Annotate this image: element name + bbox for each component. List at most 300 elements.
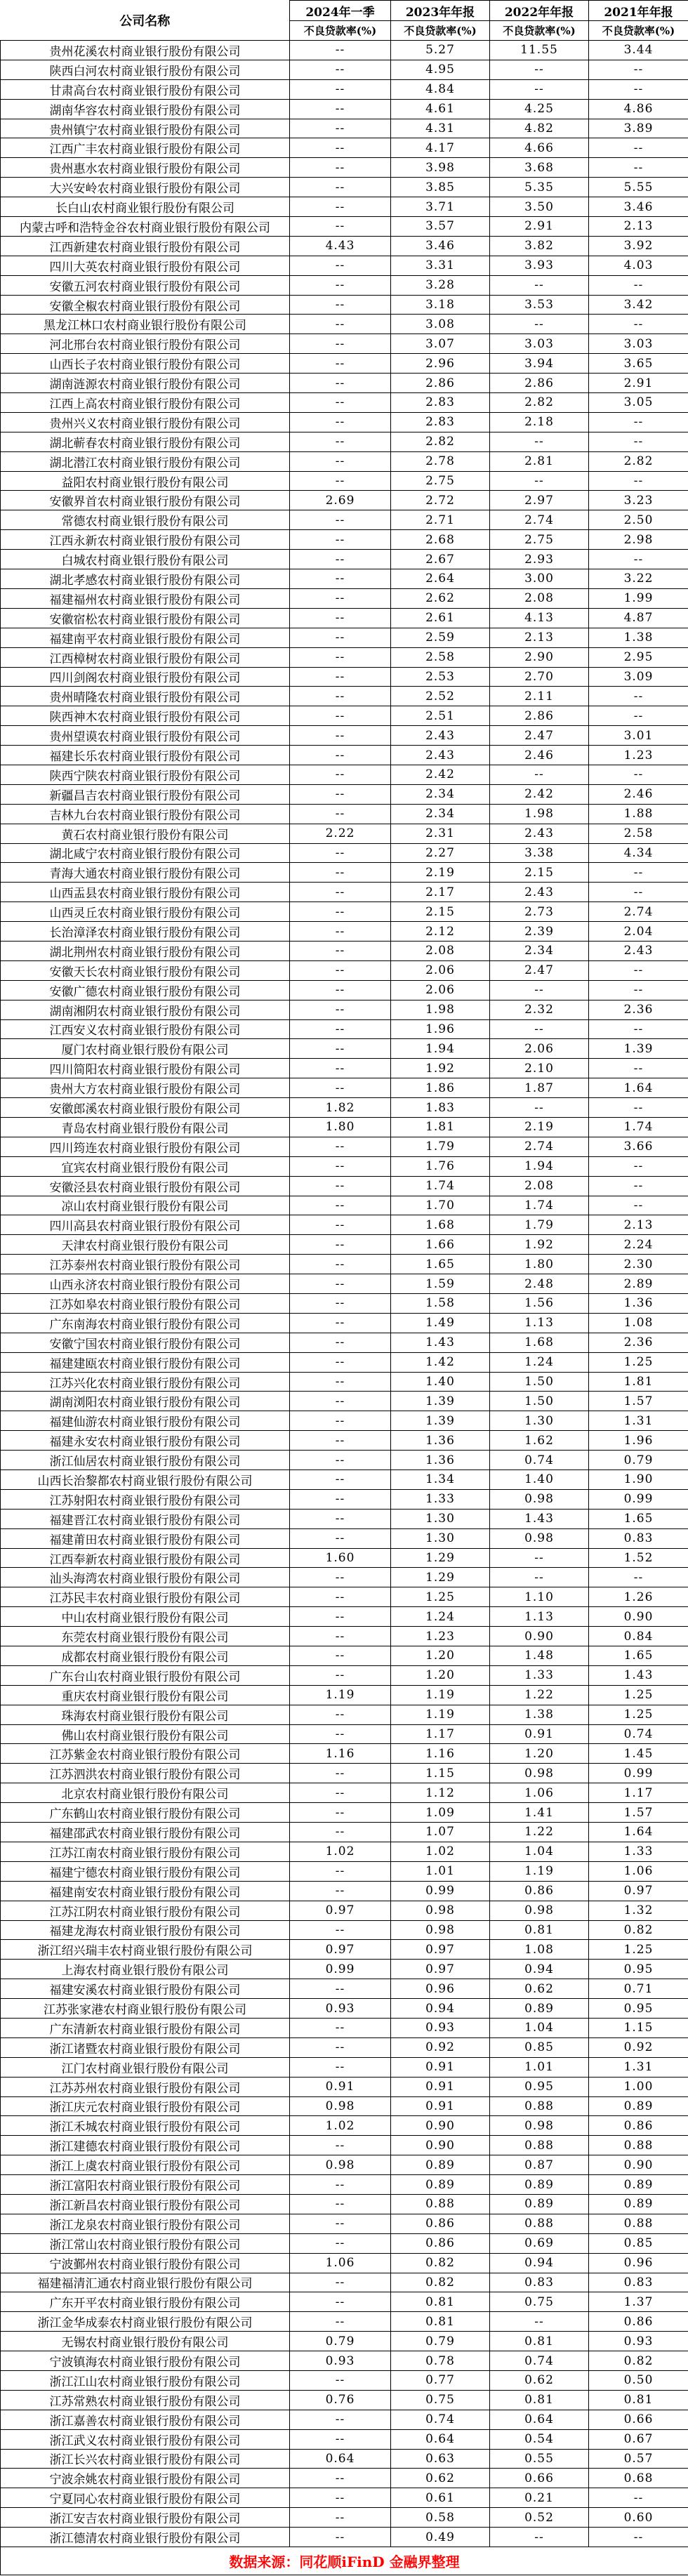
npl-value-cell: -- <box>589 138 688 158</box>
company-name-cell: 浙江庆元农村商业银行股份有限公司 <box>1 2096 290 2116</box>
npl-value-cell: 2.34 <box>490 941 589 960</box>
npl-value-cell: 0.78 <box>391 2351 490 2371</box>
npl-value-cell: -- <box>290 1196 391 1215</box>
npl-value-cell: -- <box>290 374 391 393</box>
npl-value-cell: 4.13 <box>490 608 589 628</box>
table-row <box>1 2175 688 2195</box>
npl-value-cell: 3.68 <box>490 158 589 178</box>
npl-value-cell: 4.31 <box>391 119 490 138</box>
npl-value-cell: 0.60 <box>589 2508 688 2528</box>
company-name-cell: 福建永安农村商业银行股份有限公司 <box>1 1431 290 1451</box>
company-name-cell: 四川高县农村商业银行股份有限公司 <box>1 1215 290 1235</box>
npl-value-cell: -- <box>589 1156 688 1176</box>
company-name-cell: 贵州花溪农村商业银行股份有限公司 <box>1 41 290 60</box>
npl-value-cell: -- <box>290 119 391 138</box>
header-period-row <box>1 1 688 21</box>
npl-value-cell: 0.81 <box>391 2292 490 2312</box>
table-row <box>1 1294 688 1314</box>
npl-value-cell: 0.86 <box>589 2312 688 2332</box>
npl-value-cell: 2.52 <box>391 687 490 706</box>
npl-value-cell: 0.94 <box>490 2253 589 2273</box>
company-name-cell: 安徽全椒农村商业银行股份有限公司 <box>1 295 290 315</box>
table-row <box>1 1156 688 1176</box>
table-row <box>1 706 688 726</box>
company-name-cell: 陕西白河农村商业银行股份有限公司 <box>1 60 290 79</box>
company-name-cell: 湖南华容农村商业银行股份有限公司 <box>1 99 290 119</box>
table-row <box>1 980 688 1000</box>
table-row <box>1 2096 688 2116</box>
company-name-cell: 广东清新农村商业银行股份有限公司 <box>1 2018 290 2037</box>
npl-value-cell: 1.20 <box>490 1744 589 1764</box>
npl-value-cell: 1.15 <box>391 1764 490 1783</box>
npl-value-cell: 0.81 <box>589 2390 688 2410</box>
company-name-cell: 浙江上虞农村商业银行股份有限公司 <box>1 2155 290 2175</box>
company-name-cell: 江苏苏州农村商业银行股份有限公司 <box>1 2077 290 2096</box>
company-name-cell: 重庆农村商业银行股份有限公司 <box>1 1685 290 1705</box>
npl-value-cell: 0.87 <box>490 2155 589 2175</box>
npl-value-cell: -- <box>290 510 391 530</box>
npl-value-cell: 0.85 <box>490 2037 589 2057</box>
npl-value-cell: 1.02 <box>290 2116 391 2136</box>
table-row <box>1 1333 688 1352</box>
npl-value-cell: 1.16 <box>391 1744 490 1764</box>
npl-value-cell: 0.98 <box>391 1901 490 1920</box>
npl-value-cell: 2.97 <box>490 491 589 510</box>
period-header-2024q1: 2024年一季 <box>290 1 391 21</box>
npl-value-cell: 0.67 <box>589 2429 688 2449</box>
npl-value-cell: 1.62 <box>490 1431 589 1451</box>
npl-value-cell: -- <box>490 980 589 1000</box>
company-name-cell: 江苏张家港农村商业银行股份有限公司 <box>1 1999 290 2019</box>
npl-value-cell: 1.25 <box>589 1705 688 1724</box>
npl-value-cell: 3.08 <box>391 315 490 334</box>
npl-value-cell: 0.63 <box>391 2449 490 2469</box>
company-name-cell: 江西奉新农村商业银行股份有限公司 <box>1 1548 290 1568</box>
npl-value-cell: 1.96 <box>589 1431 688 1451</box>
table-row <box>1 393 688 413</box>
table-row <box>1 1528 688 1548</box>
table-row <box>1 569 688 589</box>
npl-value-cell: 0.88 <box>391 2194 490 2214</box>
npl-value-cell: 1.19 <box>290 1685 391 1705</box>
table-row <box>1 2292 688 2312</box>
company-name-cell: 广东鹤山农村商业银行股份有限公司 <box>1 1803 290 1823</box>
company-name-cell: 浙江仙居农村商业银行股份有限公司 <box>1 1451 290 1470</box>
npl-value-cell: 0.95 <box>589 1999 688 2019</box>
npl-value-cell: 1.33 <box>589 1842 688 1861</box>
company-name-cell: 宁夏同心农村商业银行股份有限公司 <box>1 2488 290 2508</box>
table-row <box>1 765 688 784</box>
npl-value-cell: 0.68 <box>589 2469 688 2488</box>
npl-value-cell: 1.20 <box>391 1646 490 1666</box>
company-name-cell: 江苏江南农村商业银行股份有限公司 <box>1 1842 290 1861</box>
npl-value-cell: 0.86 <box>391 2214 490 2233</box>
table-row <box>1 883 688 902</box>
npl-value-cell: 4.82 <box>490 119 589 138</box>
npl-value-cell: -- <box>290 256 391 275</box>
company-name-cell: 福建福清汇通农村商业银行股份有限公司 <box>1 2273 290 2292</box>
npl-value-cell: -- <box>290 1313 391 1333</box>
npl-value-cell: 0.55 <box>490 2449 589 2469</box>
company-name-cell: 浙江建德农村商业银行股份有限公司 <box>1 2136 290 2155</box>
npl-value-cell: 1.50 <box>490 1372 589 1392</box>
npl-value-cell: 0.95 <box>490 2077 589 2096</box>
table-row <box>1 2194 688 2214</box>
table-row <box>1 1215 688 1235</box>
npl-value-cell: 0.89 <box>589 2096 688 2116</box>
npl-value-cell: 2.30 <box>589 1255 688 1274</box>
npl-value-cell: 0.96 <box>391 1979 490 1999</box>
npl-value-cell: 0.74 <box>490 1451 589 1470</box>
npl-value-cell: 2.43 <box>490 883 589 902</box>
npl-value-cell: 1.65 <box>589 1646 688 1666</box>
npl-value-cell: 2.24 <box>589 1235 688 1255</box>
npl-value-cell: 2.19 <box>391 863 490 883</box>
table-row <box>1 1744 688 1764</box>
npl-value-cell: 1.04 <box>490 1842 589 1861</box>
npl-value-cell: 2.98 <box>589 530 688 550</box>
npl-value-cell: 1.60 <box>290 1548 391 1568</box>
company-name-cell: 湖南湘阴农村商业银行股份有限公司 <box>1 1000 290 1019</box>
npl-value-cell: -- <box>290 99 391 119</box>
npl-value-cell: 0.83 <box>589 2273 688 2292</box>
period-header-2021: 2021年年报 <box>589 1 688 21</box>
npl-value-cell: 1.31 <box>589 1411 688 1431</box>
npl-value-cell: 3.38 <box>490 843 589 863</box>
table-row <box>1 1979 688 1999</box>
table-row <box>1 99 688 119</box>
npl-value-cell: 1.96 <box>391 1019 490 1039</box>
npl-value-cell: 2.31 <box>391 824 490 843</box>
npl-value-cell: -- <box>290 1665 391 1685</box>
npl-value-cell: 1.17 <box>589 1783 688 1803</box>
table-row <box>1 256 688 275</box>
npl-value-cell: 0.89 <box>391 2155 490 2175</box>
company-name-cell: 安徽宿松农村商业银行股份有限公司 <box>1 608 290 628</box>
npl-value-cell: 3.89 <box>589 119 688 138</box>
table-row <box>1 1489 688 1509</box>
npl-value-cell: 2.68 <box>391 530 490 550</box>
npl-value-cell: -- <box>290 1528 391 1548</box>
npl-value-cell: 1.00 <box>589 2077 688 2096</box>
npl-value-cell: 0.84 <box>589 1627 688 1646</box>
npl-value-cell: -- <box>589 1098 688 1118</box>
npl-value-cell: 0.90 <box>391 2136 490 2155</box>
npl-value-cell: -- <box>490 1019 589 1039</box>
npl-value-cell: 2.13 <box>589 217 688 237</box>
npl-value-cell: 1.74 <box>490 1196 589 1215</box>
npl-value-cell: 0.98 <box>490 1764 589 1783</box>
npl-value-cell: -- <box>290 412 391 432</box>
npl-value-cell: -- <box>290 1646 391 1666</box>
npl-value-cell: 1.01 <box>391 1861 490 1881</box>
npl-value-cell: 2.15 <box>391 902 490 922</box>
npl-value-cell: 2.62 <box>391 588 490 608</box>
npl-value-cell: 1.79 <box>490 1215 589 1235</box>
table-row <box>1 1627 688 1646</box>
npl-value-cell: 2.47 <box>490 726 589 746</box>
npl-value-cell: -- <box>290 2057 391 2077</box>
company-name-cell: 山西盂县农村商业银行股份有限公司 <box>1 883 290 902</box>
company-name-cell: 湖北潜江农村商业银行股份有限公司 <box>1 451 290 471</box>
npl-value-cell: 1.65 <box>391 1255 490 1274</box>
npl-value-cell: 2.82 <box>391 432 490 451</box>
npl-value-cell: 2.70 <box>490 667 589 687</box>
npl-value-cell: -- <box>290 1078 391 1098</box>
npl-value-cell: 1.07 <box>391 1823 490 1842</box>
company-name-cell: 四川剑阁农村商业银行股份有限公司 <box>1 667 290 687</box>
company-name-cell: 青海大通农村商业银行股份有限公司 <box>1 863 290 883</box>
company-name-cell: 福建邵武农村商业银行股份有限公司 <box>1 1823 290 1842</box>
npl-value-cell: 3.50 <box>490 197 589 217</box>
company-name-cell: 福建仙游农村商业银行股份有限公司 <box>1 1411 290 1431</box>
npl-value-cell: 3.85 <box>391 178 490 197</box>
company-name-cell: 浙江江山农村商业银行股份有限公司 <box>1 2370 290 2390</box>
npl-value-cell: -- <box>290 1823 391 1842</box>
npl-value-cell: 3.44 <box>589 41 688 60</box>
table-row <box>1 647 688 667</box>
npl-value-cell: 2.74 <box>589 902 688 922</box>
npl-value-cell: 2.18 <box>490 412 589 432</box>
npl-value-cell: 1.31 <box>589 2057 688 2077</box>
npl-value-cell: -- <box>290 628 391 647</box>
company-name-cell: 山西永济农村商业银行股份有限公司 <box>1 1274 290 1294</box>
npl-value-cell: 1.26 <box>589 1587 688 1607</box>
table-row <box>1 334 688 354</box>
npl-value-cell: 1.88 <box>589 804 688 824</box>
company-name-cell: 湖北孝感农村商业银行股份有限公司 <box>1 569 290 589</box>
npl-value-cell: -- <box>290 530 391 550</box>
table-row <box>1 451 688 471</box>
table-row <box>1 1842 688 1861</box>
npl-value-cell: -- <box>290 2214 391 2233</box>
npl-value-cell: -- <box>490 2312 589 2332</box>
npl-value-cell: 0.89 <box>589 2194 688 2214</box>
npl-value-cell: 1.24 <box>490 1352 589 1372</box>
table-row <box>1 2528 688 2547</box>
npl-value-cell: 1.36 <box>391 1431 490 1451</box>
npl-value-cell: 0.89 <box>391 2175 490 2195</box>
table-row <box>1 784 688 804</box>
npl-value-cell: -- <box>290 902 391 922</box>
npl-value-cell: 3.01 <box>589 726 688 746</box>
company-name-cell: 浙江安吉农村商业银行股份有限公司 <box>1 2508 290 2528</box>
company-name-cell: 宜宾农村商业银行股份有限公司 <box>1 1156 290 1176</box>
npl-value-cell: -- <box>589 1176 688 1196</box>
npl-value-cell: 0.74 <box>589 1724 688 1744</box>
period-header-2022: 2022年年报 <box>490 1 589 21</box>
company-name-cell: 浙江长兴农村商业银行股份有限公司 <box>1 2449 290 2469</box>
npl-value-cell: 1.87 <box>490 1078 589 1098</box>
company-name-cell: 广东台山农村商业银行股份有限公司 <box>1 1665 290 1685</box>
table-row <box>1 1059 688 1078</box>
table-row <box>1 1039 688 1059</box>
table-row <box>1 197 688 217</box>
npl-value-cell: 1.30 <box>490 1411 589 1431</box>
npl-value-cell: 2.06 <box>391 980 490 1000</box>
npl-value-cell: 0.54 <box>490 2429 589 2449</box>
table-row <box>1 2273 688 2292</box>
npl-value-cell: 0.91 <box>391 2057 490 2077</box>
company-name-cell: 安徽宁国农村商业银行股份有限公司 <box>1 1333 290 1352</box>
npl-value-cell: 2.86 <box>490 706 589 726</box>
npl-value-cell: -- <box>290 315 391 334</box>
npl-value-cell: 2.86 <box>490 374 589 393</box>
npl-value-cell: 2.10 <box>490 1059 589 1078</box>
company-name-cell: 江苏江阴农村商业银行股份有限公司 <box>1 1901 290 1920</box>
table-row <box>1 178 688 197</box>
table-row <box>1 2312 688 2332</box>
npl-value-cell: -- <box>290 1274 391 1294</box>
npl-value-cell: 2.91 <box>589 374 688 393</box>
npl-value-cell: 1.36 <box>589 1294 688 1314</box>
table-row <box>1 315 688 334</box>
npl-value-cell: 2.17 <box>391 883 490 902</box>
company-name-cell: 湖北荆州农村商业银行股份有限公司 <box>1 941 290 960</box>
company-name-cell: 贵州镇宁农村商业银行股份有限公司 <box>1 119 290 138</box>
table-row <box>1 1665 688 1685</box>
npl-value-cell: -- <box>589 550 688 569</box>
table-row <box>1 60 688 79</box>
npl-value-cell: -- <box>589 1059 688 1078</box>
npl-value-cell: -- <box>290 2508 391 2528</box>
npl-value-cell: 0.91 <box>290 2077 391 2096</box>
npl-value-cell: 2.69 <box>290 491 391 510</box>
table-row <box>1 2429 688 2449</box>
npl-value-cell: 2.15 <box>490 863 589 883</box>
npl-value-cell: 1.42 <box>391 1352 490 1372</box>
npl-value-cell: -- <box>290 804 391 824</box>
npl-value-cell: 0.91 <box>391 2077 490 2096</box>
npl-value-cell: -- <box>290 1352 391 1372</box>
npl-value-cell: 0.88 <box>589 2136 688 2155</box>
table-row <box>1 1000 688 1019</box>
npl-value-cell: 0.85 <box>589 2233 688 2253</box>
npl-value-cell: -- <box>290 2312 391 2332</box>
data-source-note: 数据来源：同花顺iFinD 金融界整理 <box>1 2547 688 2575</box>
npl-value-cell: 0.81 <box>490 2390 589 2410</box>
npl-value-cell: 0.71 <box>589 1979 688 1999</box>
npl-value-cell: 3.03 <box>490 334 589 354</box>
npl-value-cell: -- <box>290 2292 391 2312</box>
npl-value-cell: 1.68 <box>391 1215 490 1235</box>
npl-value-cell: 0.57 <box>589 2449 688 2469</box>
table-row <box>1 1392 688 1411</box>
company-name-cell: 无锡农村商业银行股份有限公司 <box>1 2332 290 2351</box>
table-row <box>1 354 688 374</box>
npl-value-cell: 1.80 <box>490 1255 589 1274</box>
npl-value-cell: 1.52 <box>589 1548 688 1568</box>
company-name-cell: 江门农村商业银行股份有限公司 <box>1 2057 290 2077</box>
npl-value-cell: 2.06 <box>490 1039 589 1059</box>
npl-value-cell: 2.89 <box>589 1274 688 1294</box>
npl-value-cell: 2.74 <box>490 510 589 530</box>
metric-header-2022: 不良贷款率(%) <box>490 21 589 41</box>
company-name-header: 公司名称 <box>1 1 290 41</box>
npl-value-cell: 1.08 <box>490 1940 589 1960</box>
npl-value-cell: 1.57 <box>589 1392 688 1411</box>
table-row <box>1 1117 688 1137</box>
npl-value-cell: -- <box>290 883 391 902</box>
npl-value-cell: 2.78 <box>391 451 490 471</box>
npl-value-cell: -- <box>290 863 391 883</box>
npl-value-cell: -- <box>290 1156 391 1176</box>
npl-value-cell: 0.98 <box>490 2116 589 2136</box>
table-row <box>1 960 688 980</box>
company-name-cell: 上海农村商业银行股份有限公司 <box>1 1960 290 1979</box>
source-note-row <box>1 2547 688 2575</box>
table-row <box>1 1587 688 1607</box>
npl-value-cell: -- <box>290 2429 391 2449</box>
npl-value-cell: 1.86 <box>391 1078 490 1098</box>
npl-value-cell: -- <box>290 706 391 726</box>
npl-value-cell: -- <box>290 1920 391 1940</box>
table-row <box>1 1901 688 1920</box>
company-name-cell: 安徽泾县农村商业银行股份有限公司 <box>1 1176 290 1196</box>
npl-value-cell: 0.97 <box>290 1901 391 1920</box>
npl-value-cell: 3.28 <box>391 275 490 295</box>
npl-value-cell: -- <box>290 2488 391 2508</box>
company-name-cell: 江苏射阳农村商业银行股份有限公司 <box>1 1489 290 1509</box>
npl-value-cell: 0.98 <box>490 1489 589 1509</box>
npl-value-cell: 0.92 <box>589 2037 688 2057</box>
npl-value-cell: -- <box>290 667 391 687</box>
npl-value-cell: 1.98 <box>490 804 589 824</box>
table-header <box>1 1 688 41</box>
npl-value-cell: -- <box>490 1098 589 1118</box>
npl-value-cell: 1.74 <box>589 1117 688 1137</box>
table-row <box>1 471 688 491</box>
npl-value-cell: 1.39 <box>391 1411 490 1431</box>
npl-value-cell: 2.13 <box>490 628 589 647</box>
company-name-cell: 河北邢台农村商业银行股份有限公司 <box>1 334 290 354</box>
npl-value-cell: -- <box>290 2136 391 2155</box>
table-row <box>1 1176 688 1196</box>
npl-value-cell: 1.25 <box>589 1352 688 1372</box>
table-row <box>1 922 688 942</box>
npl-value-cell: 0.89 <box>589 2175 688 2195</box>
npl-value-cell: 0.93 <box>391 2018 490 2037</box>
table-row <box>1 1764 688 1783</box>
table-row <box>1 608 688 628</box>
company-name-cell: 安徽天长农村商业银行股份有限公司 <box>1 960 290 980</box>
npl-value-cell: -- <box>290 1176 391 1196</box>
npl-value-cell: 2.83 <box>391 393 490 413</box>
npl-value-cell: 2.12 <box>391 922 490 942</box>
npl-value-cell: 2.42 <box>391 765 490 784</box>
npl-value-cell: 1.40 <box>391 1372 490 1392</box>
npl-value-cell: 1.13 <box>490 1313 589 1333</box>
npl-value-cell: 2.58 <box>391 647 490 667</box>
bank-table-body <box>1 41 688 2547</box>
npl-value-cell: 1.39 <box>589 1039 688 1059</box>
npl-value-cell: -- <box>290 41 391 60</box>
npl-value-cell: 2.13 <box>589 1215 688 1235</box>
npl-value-cell: 0.79 <box>290 2332 391 2351</box>
company-name-cell: 安徽界首农村商业银行股份有限公司 <box>1 491 290 510</box>
npl-value-cell: -- <box>589 60 688 79</box>
npl-value-cell: -- <box>490 1548 589 1568</box>
table-row <box>1 236 688 256</box>
npl-value-cell: 5.55 <box>589 178 688 197</box>
npl-value-cell: 2.91 <box>490 217 589 237</box>
npl-value-cell: 0.90 <box>490 1627 589 1646</box>
npl-value-cell: 1.30 <box>391 1509 490 1528</box>
npl-value-cell: 1.65 <box>589 1509 688 1528</box>
npl-value-cell: 2.82 <box>589 451 688 471</box>
npl-value-cell: -- <box>290 608 391 628</box>
npl-value-cell: 0.98 <box>391 1920 490 1940</box>
